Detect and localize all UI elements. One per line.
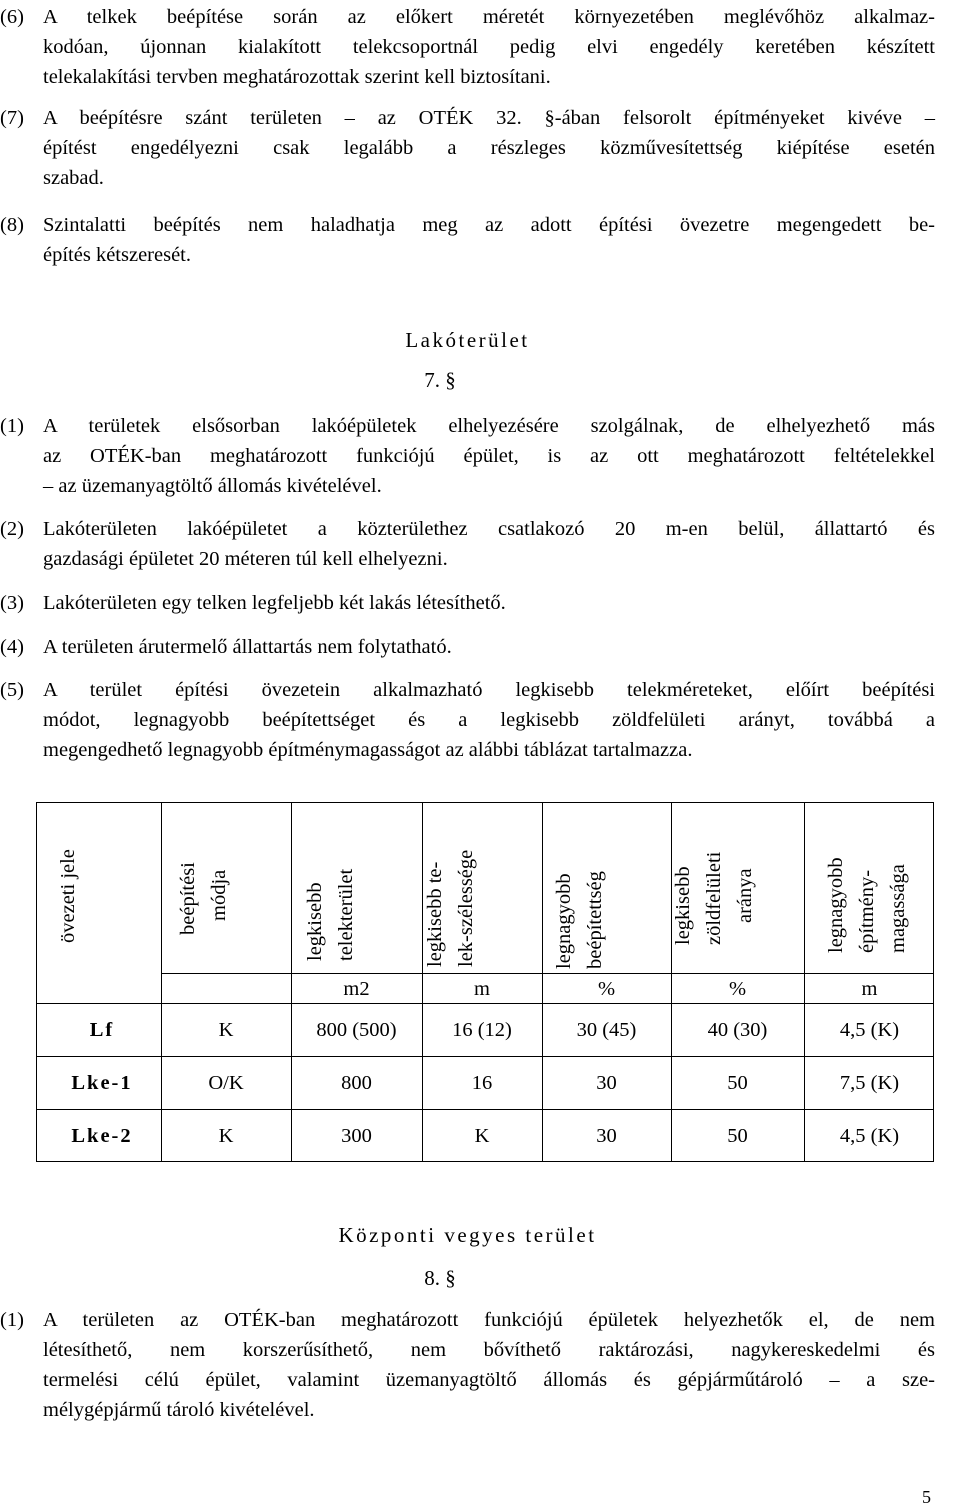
header-line: legkisebb — [304, 882, 326, 961]
unit-cell: m2 — [343, 978, 370, 1000]
unit-cell: % — [597, 978, 616, 1000]
header-line: beépítettség — [584, 871, 606, 969]
section-number: 7. § — [424, 368, 456, 392]
table-cell: 30 — [596, 1072, 617, 1094]
table-cell: O/K — [208, 1072, 244, 1094]
paragraph-number: (6) — [0, 6, 24, 28]
table-cell: 40 (30) — [707, 1019, 768, 1041]
header-min-green-ratio — [668, 852, 761, 945]
table-cell: 50 — [727, 1125, 748, 1147]
text-line: A területen árutermelő állattartás nem folytatható. — [43, 636, 452, 658]
paragraph-number: (7) — [0, 107, 24, 129]
text-line: A terület építési övezetein alkalmazható legkisebb telekméreteket, előírt beépítési — [43, 679, 935, 701]
text-line: – az üzemanyagtöltő állomás kivételével. — [43, 475, 382, 497]
text-line: kodóan, újonnan kialakított telekcsoportnál pedig elvi engedély keretében készített — [43, 36, 935, 58]
text-line: gazdasági épületet 20 méteren túl kell elhelyezni. — [43, 548, 448, 570]
paragraph-6 — [0, 2, 935, 92]
header-line: legnagyobb — [553, 873, 575, 969]
header-zone-code — [53, 849, 84, 943]
section-number: 8. § — [424, 1266, 456, 1290]
table-cell: 16 — [471, 1072, 493, 1094]
text-line: A telkek beépítése során az előkert méretét környezetében meglévőhöz alkalmaz- — [43, 6, 935, 28]
text-line: építést engedélyezni csak legalább a részleges közművesítettség kiépítése esetén — [43, 137, 935, 159]
table-cell: 800 — [341, 1072, 372, 1094]
header-line: legkisebb — [672, 866, 694, 945]
zoning-table — [36, 802, 934, 1162]
table-cell: 300 — [341, 1125, 372, 1147]
text-line: az OTÉK-ban meghatározott funkciójú épület, is az ott meghatározott feltételekkel — [43, 445, 935, 467]
paragraph-number: (5) — [0, 679, 24, 701]
paragraph-number: (4) — [0, 636, 24, 658]
unit-cell: m — [474, 978, 490, 1000]
text-line: megengedhető legnagyobb építménymagasságot az alábbi táblázat tartalmazza. — [43, 739, 693, 761]
header-line: építmény- — [856, 869, 878, 953]
paragraph-7-4 — [0, 632, 935, 662]
text-line: telekalakítási tervben meghatározottak szerint kell biztosítani. — [43, 66, 551, 88]
header-max-coverage — [549, 871, 611, 969]
table-cell: 4,5 (K) — [839, 1125, 900, 1147]
header-line: legkisebb te- — [424, 861, 446, 967]
header-line: lek-szélessége — [455, 849, 477, 967]
header-line: módja — [208, 869, 230, 921]
text-line: létesíthető, nem korszerűsíthető, nem bővíthető raktározási, nagykereskedelmi és — [43, 1339, 935, 1361]
paragraph-number: (8) — [0, 214, 24, 236]
table-cell: 50 — [727, 1072, 748, 1094]
text-line: Szintalatti beépítés nem haladhatja meg az adott építési övezetre megengedett be- — [43, 214, 935, 236]
table-cell: 16 (12) — [452, 1019, 512, 1041]
text-line: Lakóterületen lakóépületet a közterülethez csatlakozó 20 m-en belül, állattartó és — [43, 518, 935, 540]
zone-code-cell: Lf — [89, 1019, 115, 1041]
paragraph-7-1 — [0, 411, 935, 501]
zone-code-cell: Lke-1 — [71, 1072, 133, 1094]
section-title: Központi vegyes terület — [338, 1223, 597, 1247]
header-max-building-height — [821, 857, 914, 953]
table-cell: 30 (45) — [576, 1019, 637, 1041]
paragraph-number: (2) — [0, 518, 24, 540]
table-cell: 7,5 (K) — [839, 1072, 900, 1094]
paragraph-number: (1) — [0, 1309, 24, 1331]
text-line: A területen az OTÉK-ban meghatározott funkciójú épületek helyezhetők el, de nem — [43, 1309, 935, 1331]
paragraph-7-3 — [0, 588, 935, 618]
text-line: A területek elsősorban lakóépületek elhelyezésére szolgálnak, de elhelyezhető más — [43, 415, 935, 437]
text-line: építés kétszeresét. — [43, 244, 191, 266]
header-line: legnagyobb — [825, 857, 847, 953]
unit-cell: % — [728, 978, 747, 1000]
text-line: Lakóterületen egy telken legfeljebb két lakás létesíthető. — [43, 592, 506, 614]
text-line: termelési célú épület, valamint üzemanyagtöltő állomás és gépjárműtároló – a sze- — [43, 1369, 935, 1391]
paragraph-8-1 — [0, 1305, 935, 1425]
table-cell: 800 (500) — [316, 1019, 397, 1041]
text-line: szabad. — [43, 167, 104, 189]
text-line: mélygépjármű tároló kivételével. — [43, 1399, 315, 1421]
header-line: magassága — [887, 864, 909, 953]
paragraph-7-2 — [0, 514, 935, 574]
paragraph-number: (3) — [0, 592, 24, 614]
page-number: 5 — [922, 1487, 931, 1507]
header-line: beépítési — [177, 862, 199, 935]
paragraph-7-5 — [0, 675, 935, 765]
table-cell: 30 — [596, 1125, 617, 1147]
header-line: aránya — [734, 868, 756, 923]
table-cell: K — [218, 1125, 234, 1147]
paragraph-7 — [0, 103, 935, 193]
table-cell: 4,5 (K) — [839, 1019, 900, 1041]
unit-cell: m — [861, 978, 878, 1000]
paragraph-8 — [0, 210, 935, 270]
table-cell: K — [218, 1019, 234, 1041]
text-line: A beépítésre szánt területen – az OTÉK 32. §-ában felsorolt építményeket kivéve – — [43, 107, 935, 129]
table-row-divider — [161, 973, 933, 974]
header-line: zöldfelületi — [703, 851, 725, 945]
header-min-plot-area — [300, 869, 362, 961]
section-title: Lakóterület — [405, 328, 530, 352]
header-min-plot-width — [420, 850, 482, 967]
zone-code-cell: Lke-2 — [71, 1125, 133, 1147]
table-cell: K — [474, 1125, 490, 1147]
header-line: övezeti jele — [57, 849, 79, 943]
header-building-mode — [173, 862, 235, 935]
text-line: módot, legnagyobb beépítettséget és a legkisebb zöldfelületi arányt, továbbá a — [43, 709, 935, 731]
paragraph-number: (1) — [0, 415, 24, 437]
header-line: telekterület — [335, 868, 357, 961]
